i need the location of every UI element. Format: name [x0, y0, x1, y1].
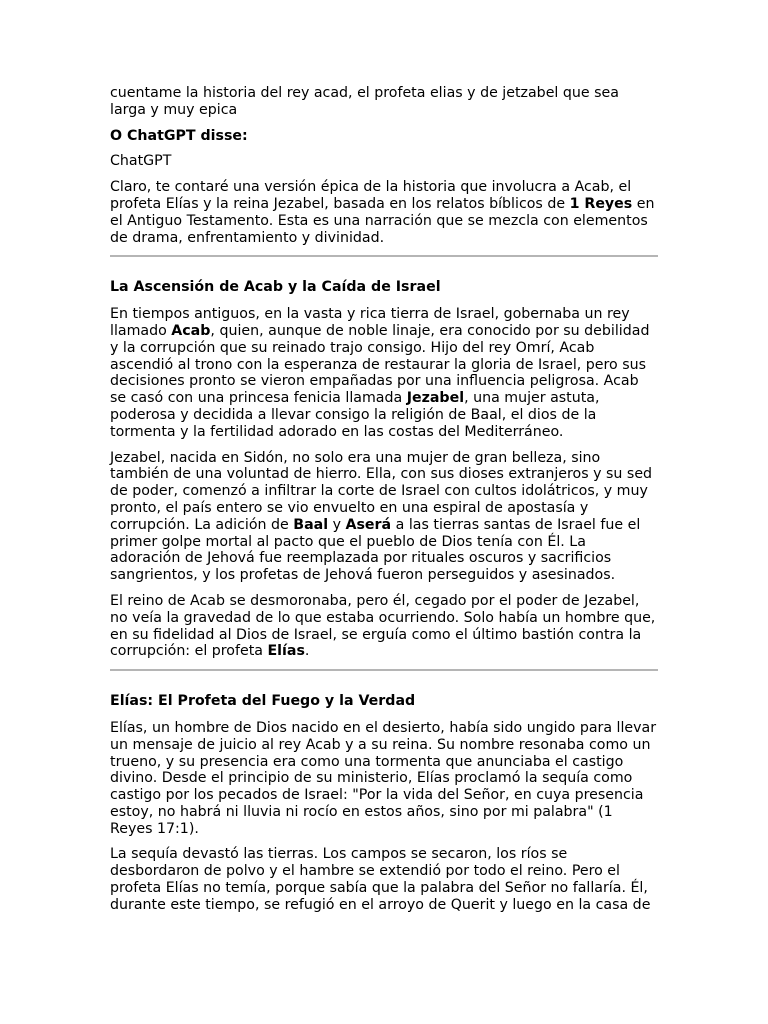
section-1-title: La Ascensión de Acab y la Caída de Israel [110, 279, 441, 296]
divider-1 [110, 255, 658, 257]
s1p2-bold-asera: Aserá [345, 516, 392, 533]
intro-text-1: Claro, te contaré una versión épica de la historia que involucra a Acab, el profeta Elías y la reina Jezabel, basada en los relatos bíblicos de [110, 179, 632, 212]
s1p1-bold-acab: Acab [171, 322, 211, 339]
s1p2-text-a: Jezabel, nacida en Sidón, no solo era una mujer de gran belleza, sino también de una voluntad de hierro. Ella, con sus dioses extranjeros y su sed de poder, comenzó a infiltrar la corte de Israel con cultos idolátricos, y muy pronto, el país entero se vio envuelto en una espiral de apostasía y corrupción. La adición de [110, 449, 653, 533]
s1p2-text-b: y [328, 516, 346, 533]
user-prompt [110, 85, 658, 119]
section-2-title: Elías: El Profeta del Fuego y la Verdad [110, 693, 416, 710]
s1p2-bold-baal: Baal [293, 516, 329, 533]
s1p1-text-b: , quien, aunque de noble linaje, era conocido por su debilidad y la corrupción que su reinado trajo consigo. Hijo del rey Omrí, Acab ascendió al trono con la esperanza de restaurar la gloria de Israel, pero sus decisiones pronto se vieron empañadas por una influencia peligrosa. Acab se casó con una princesa fenicia llamada [110, 322, 650, 407]
section-2-paragraph-1: Elías, un hombre de Dios nacido en el desierto, había sido ungido para llevar un mensaje de juicio al rey Acab y a su reina. Su nombre resonaba como un trueno, y su presencia era como una tormenta que anunciaba el castigo divino. Desde el principio de su ministerio, Elías proclamó la sequía como castigo por los pecados de Israel: "Por la vida del Señor, en cuya presencia estoy, no habrá ni lluvia ni rocío en estos años, sino por mi palabra" (1 Reyes 17:1). [110, 719, 657, 837]
user-prompt-line-2: larga y muy epica [110, 101, 238, 118]
s1p3-text-b: . [304, 643, 310, 660]
response-label: O ChatGPT disse: [110, 127, 248, 144]
intro-bold-1-reyes: 1 Reyes [569, 195, 633, 212]
divider-2 [110, 669, 658, 671]
section-1-paragraph-2 [110, 450, 658, 584]
s1p1-text-a: En tiempos antiguos, en la vasta y rica tierra de Israel, gobernaba un rey llamado [110, 306, 630, 339]
intro-paragraph [110, 179, 658, 246]
s1p3-text-a: El reino de Acab se desmoronaba, pero él, cegado por el poder de Jezabel, no veía la gravedad de lo que estaba ocurriendo. Solo había un hombre que, en su fidelidad al Dios de Israel, se erguía como el último bastión contra la corrupción: el profeta [110, 592, 656, 660]
section-1-paragraph-1 [110, 306, 658, 440]
section-2-paragraph-2: La sequía devastó las tierras. Los campos se secaron, los ríos se desbordaron de polvo y el hambre se extendió por todo el reino. Pero el profeta Elías no temía, porque sabía que la palabra del Señor no fallaría. Él, durante este tiempo, se refugió en el arroyo de Querit y luego en la casa de [110, 846, 651, 913]
document-content [110, 85, 658, 923]
intro-text-2: en el Antiguo Testamento. Esta es una narración que se mezcla con elementos de drama, enfrentamiento y divinidad. [110, 195, 655, 246]
section-1-paragraph-3 [110, 593, 658, 660]
user-prompt-line-1: cuentame la historia del rey acad, el profeta elias y de jetzabel que sea [110, 85, 619, 101]
assistant-name: ChatGPT [110, 153, 172, 170]
s1p1-text-c: , una mujer astuta, poderosa y decidida a llevar consigo la religión de Baal, el dios de la tormenta y la fertilidad adorado en las costas del Mediterráneo. [110, 390, 600, 440]
s1p3-bold-elias: Elías [267, 643, 305, 660]
s1p1-bold-jezabel: Jezabel [406, 390, 465, 407]
s1p2-text-c: a las tierras santas de Israel fue el primer golpe mortal al pacto que el pueblo de Dios tenía con Él. La adoración de Jehová fue reemplazada por rituales oscuros y sacrificios sangrientos, y los profetas de Jehová fueron perseguidos y asesinados. [110, 516, 641, 584]
